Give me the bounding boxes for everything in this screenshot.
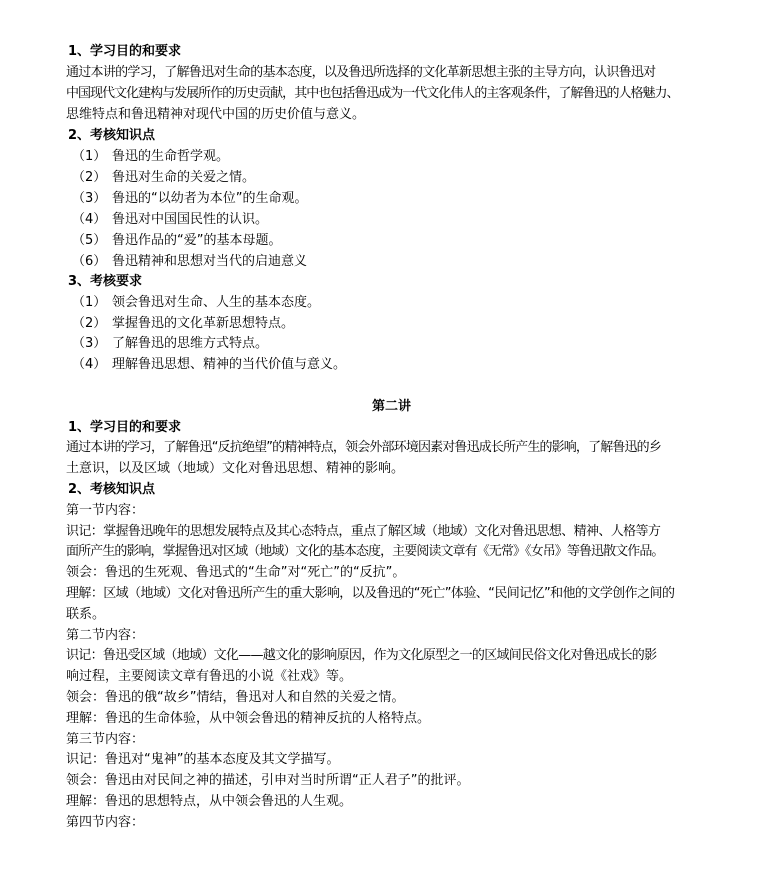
item-number: （2） bbox=[72, 316, 107, 331]
item-text: 鲁迅的生命哲学观。 bbox=[112, 149, 230, 164]
paragraph-line: 领会：鲁迅由对民间之神的描述，引申对当时所谓“正人君子”的批评。 bbox=[66, 773, 470, 788]
paragraph-line: 理解：区域（地域）文化对鲁迅所产生的重大影响，以及鲁迅的“死亡”体验、“民间记忆”和他的文学创作之间的 bbox=[66, 586, 675, 601]
paragraph-line: 响过程，主要阅读文章有鲁迅的小说《社戏》等。 bbox=[66, 669, 353, 684]
item-number: （1） bbox=[72, 149, 107, 164]
heading-requirements: 3、考核要求 bbox=[68, 274, 143, 289]
heading-goals: 1、学习目的和要求 bbox=[68, 420, 182, 435]
section-label: 第三节内容： bbox=[66, 732, 145, 747]
lecture-title: 第二讲 bbox=[372, 399, 412, 414]
item-text: 鲁迅的“以幼者为本位”的生命观。 bbox=[112, 191, 308, 206]
paragraph-line: 联系。 bbox=[66, 607, 106, 622]
item-text: 鲁迅作品的“爱”的基本母题。 bbox=[112, 233, 282, 248]
paragraph-line: 通过本讲的学习，了解鲁迅对生命的基本态度，以及鲁迅所选择的文化革新思想主张的主导方向，认识鲁迅对 bbox=[66, 65, 656, 80]
paragraph-line: 土意识，以及区域（地域）文化对鲁迅思想、精神的影响。 bbox=[66, 461, 405, 476]
heading-goals: 1、学习目的和要求 bbox=[68, 44, 182, 59]
paragraph-line: 面所产生的影响，掌握鲁迅对区域（地域）文化的基本态度，主要阅读文章有《无常》《女吊》等鲁迅散文作品。 bbox=[66, 544, 664, 559]
section-label: 第一节内容： bbox=[66, 503, 145, 518]
paragraph-line: 理解：鲁迅的生命体验，从中领会鲁迅的精神反抗的人格特点。 bbox=[66, 711, 431, 726]
paragraph-line: 通过本讲的学习，了解鲁迅“反抗绝望”的精神特点，领会外部环境因素对鲁迅成长所产生的影响，了解鲁迅的乡 bbox=[66, 440, 661, 455]
list-item bbox=[72, 189, 307, 209]
paragraph-line: 识记：鲁迅受区域（地域）文化——越文化的影响原因，作为文化原型之一的区域间民俗文化对鲁迅成长的影 bbox=[66, 648, 657, 663]
item-text: 鲁迅精神和思想对当代的启迪意义 bbox=[112, 254, 308, 269]
item-text: 了解鲁迅的思维方式特点。 bbox=[112, 336, 269, 351]
paragraph-line: 识记：鲁迅对“鬼神”的基本态度及其文学描写。 bbox=[66, 752, 340, 767]
paragraph-line: 思维特点和鲁迅精神对现代中国的历史价值与意义。 bbox=[66, 107, 366, 122]
list-item bbox=[72, 334, 268, 354]
item-text: 掌握鲁迅的文化革新思想特点。 bbox=[112, 316, 295, 331]
paragraph-line: 领会：鲁迅的俄“故乡”情结，鲁迅对人和自然的关爱之情。 bbox=[66, 690, 405, 705]
item-number: （5） bbox=[72, 233, 107, 248]
item-number: （6） bbox=[72, 254, 107, 269]
item-text: 理解鲁迅思想、精神的当代价值与意义。 bbox=[112, 357, 347, 372]
item-number: （3） bbox=[72, 191, 107, 206]
item-number: （2） bbox=[72, 170, 107, 185]
item-number: （1） bbox=[72, 295, 107, 310]
item-text: 领会鲁迅对生命、人生的基本态度。 bbox=[112, 295, 321, 310]
item-number: （4） bbox=[72, 212, 107, 227]
list-item bbox=[72, 293, 320, 313]
heading-knowledge-points: 2、考核知识点 bbox=[68, 128, 156, 143]
item-number: （4） bbox=[72, 357, 107, 372]
paragraph-line: 领会：鲁迅的生死观、鲁迅式的“生命”对“死亡”的“反抗”。 bbox=[66, 565, 406, 580]
list-item bbox=[72, 210, 268, 230]
list-item bbox=[72, 168, 255, 188]
list-item bbox=[72, 147, 229, 167]
item-text: 鲁迅对中国国民性的认识。 bbox=[112, 212, 269, 227]
section-label: 第四节内容： bbox=[66, 815, 145, 830]
list-item bbox=[72, 355, 346, 375]
paragraph-line: 理解：鲁迅的思想特点，从中领会鲁迅的人生观。 bbox=[66, 794, 353, 809]
list-item bbox=[72, 231, 281, 251]
list-item bbox=[72, 314, 294, 334]
section-label: 第二节内容： bbox=[66, 628, 145, 643]
list-item bbox=[72, 252, 307, 272]
paragraph-line: 识记：掌握鲁迅晚年的思想发展特点及其心态特点，重点了解区域（地域）文化对鲁迅思想、精神、人格等方 bbox=[66, 524, 661, 539]
item-number: （3） bbox=[72, 336, 107, 351]
paragraph-line: 中国现代文化建构与发展所作的历史贡献，其中也包括鲁迅成为一代文化伟人的主客观条件，了解鲁迅的人格魅力、 bbox=[66, 86, 679, 101]
heading-knowledge-points: 2、考核知识点 bbox=[68, 482, 156, 497]
item-text: 鲁迅对生命的关爱之情。 bbox=[112, 170, 256, 185]
